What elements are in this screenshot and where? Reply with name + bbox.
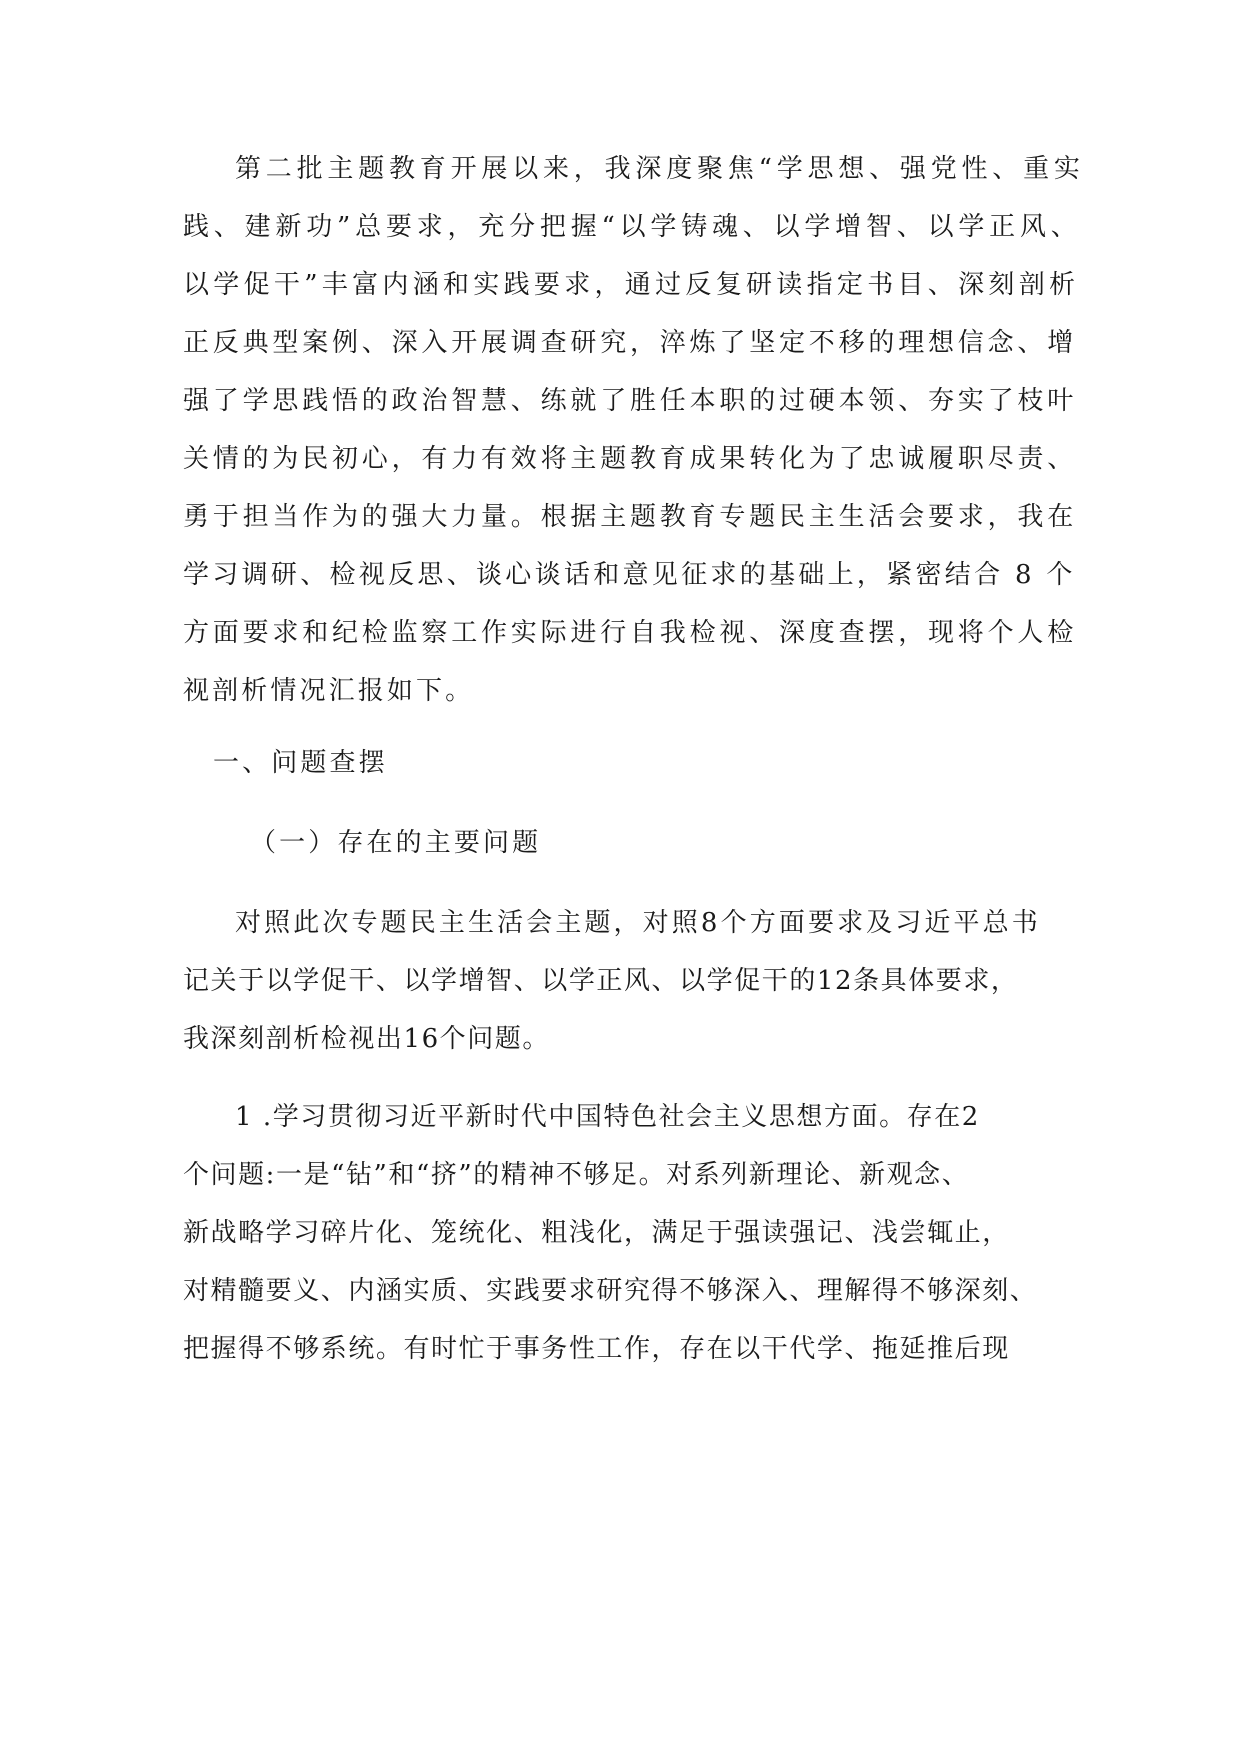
- para2-line-2: 记关于以学促干、以学增智、以学正风、以学促干的12条具体要求，: [183, 966, 1019, 996]
- intro-line-10: 视剖析情况汇报如下。: [183, 676, 475, 706]
- intro-line-1: 第二批主题教育开展以来，我深度聚焦“学思想、强党性、重实: [235, 154, 1085, 184]
- para3-line-2: 个问题:一是“钻”和“挤”的精神不够足。对系列新理论、新观念、: [183, 1160, 970, 1190]
- intro-line-3: 以学促干”丰富内涵和实践要求，通过反复研读指定书目、深刻剖析: [183, 270, 1080, 300]
- intro-line-7: 勇于担当作为的强大力量。根据主题教育专题民主生活会要求，我在: [183, 502, 1078, 532]
- heading-problem-review: 一、问题查摆: [213, 748, 388, 778]
- intro-line-4: 正反典型案例、深入开展调查研究，淬炼了坚定不移的理想信念、增: [183, 328, 1078, 358]
- para3-line-4: 对精髓要义、内涵实质、实践要求研究得不够深入、理解得不够深刻、: [183, 1276, 1038, 1306]
- intro-line-5: 强了学思践悟的政治智慧、练就了胜任本职的过硬本领、夯实了枝叶: [183, 386, 1078, 416]
- para3-line-5: 把握得不够系统。有时忙于事务性工作，存在以干代学、拖延推后现: [183, 1334, 1010, 1364]
- para2-line-3: 我深刻剖析检视出16个问题。: [183, 1024, 550, 1054]
- para2-line-1: 对照此次专题民主生活会主题，对照8个方面要求及习近平总书: [235, 908, 1041, 938]
- intro-line-9: 方面要求和纪检监察工作实际进行自我检视、深度查摆，现将个人检: [183, 618, 1078, 648]
- intro-line-6: 关情的为民初心，有力有效将主题教育成果转化为了忠诚履职尽责、: [183, 444, 1078, 474]
- para3-line-3: 新战略学习碎片化、笼统化、粗浅化，满足于强读强记、浅尝辄止，: [183, 1218, 1010, 1248]
- intro-line-2: 践、建新功”总要求，充分把握“以学铸魂、以学增智、以学正风、: [183, 212, 1082, 242]
- heading-main-problems: （一）存在的主要问题: [250, 828, 542, 858]
- intro-line-8: 学习调研、检视反思、谈心谈话和意见征求的基础上，紧密结合 8 个: [183, 560, 1076, 590]
- para3-line-1: 1 .学习贯彻习近平新时代中国特色社会主义思想方面。存在2: [235, 1102, 980, 1132]
